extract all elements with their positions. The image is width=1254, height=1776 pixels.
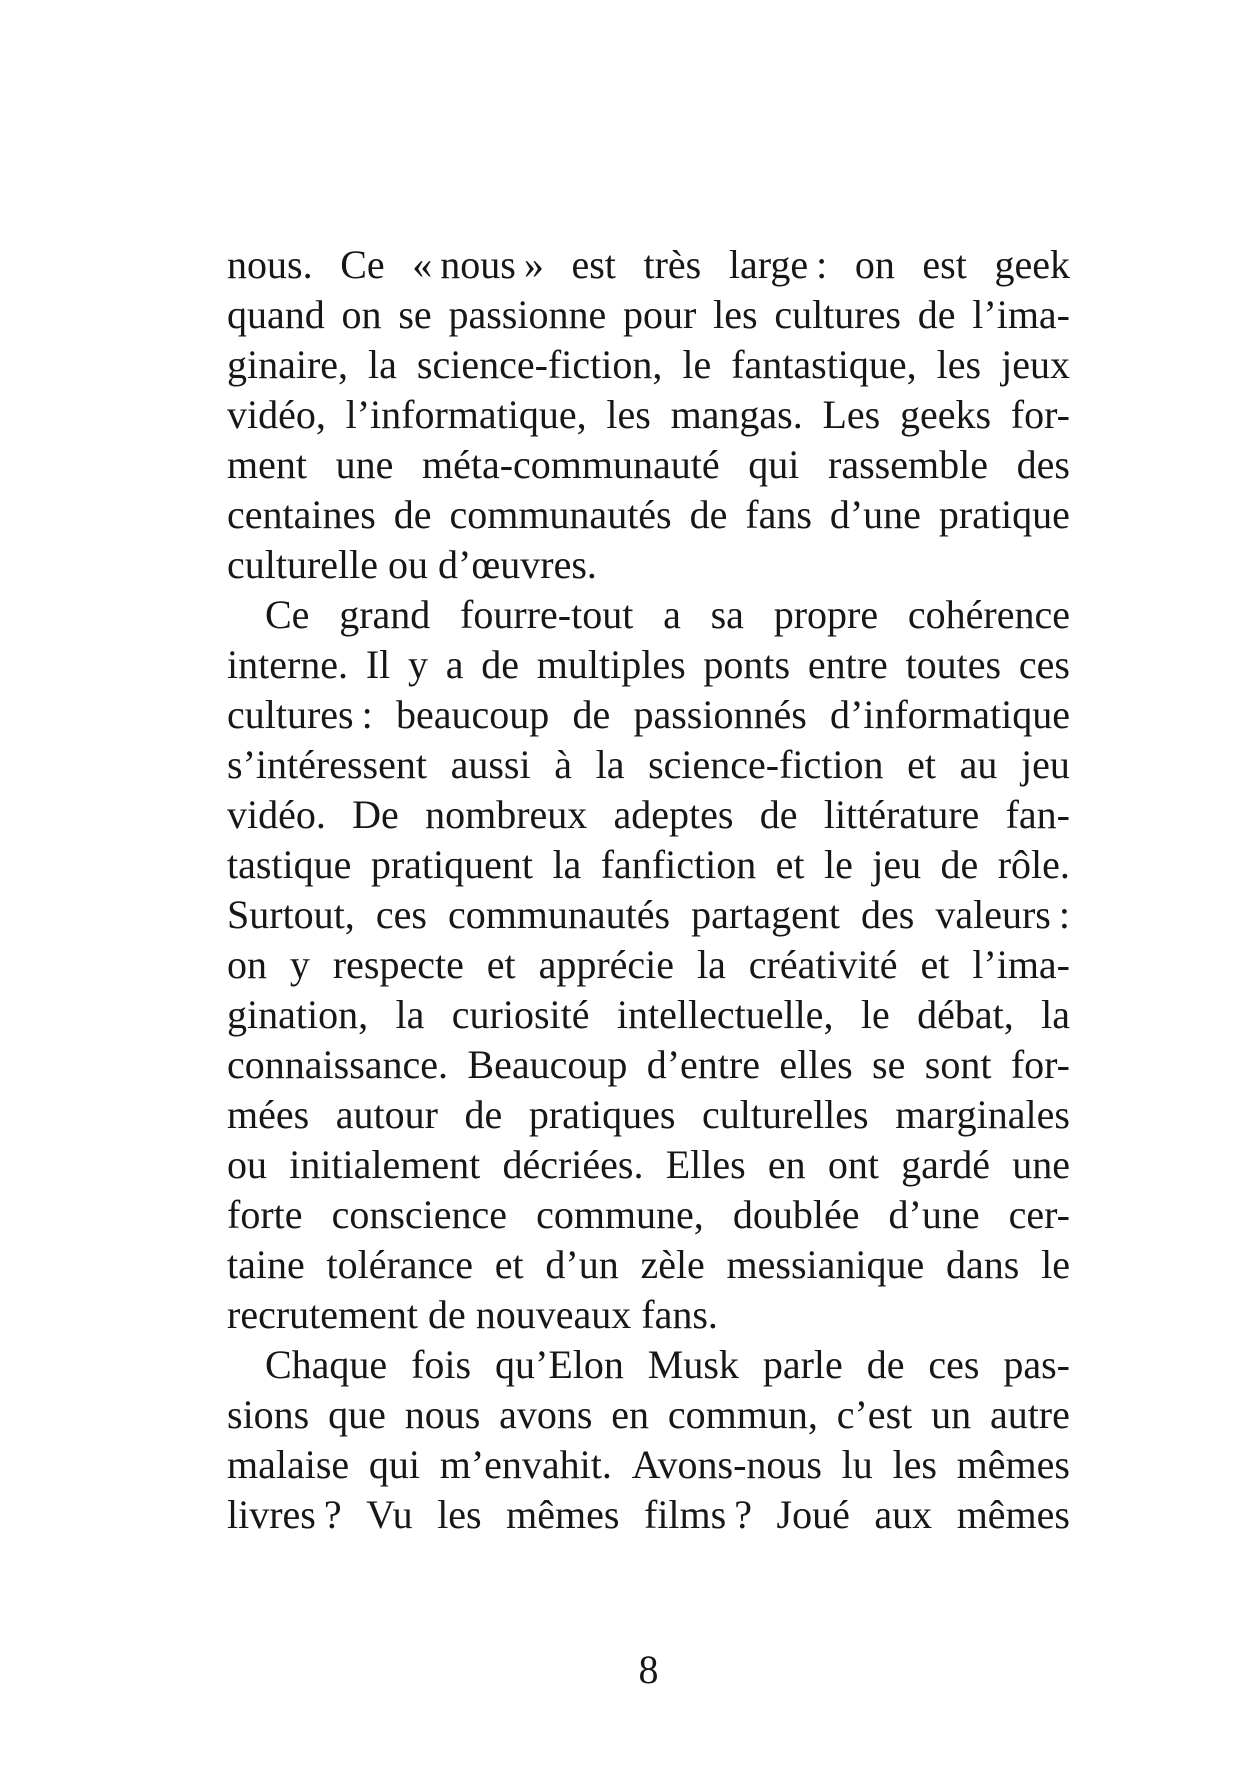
word: nous. [227,242,313,287]
word: Elles [665,1142,746,1187]
word: on [341,292,382,337]
word: le [823,842,853,887]
word: la [1041,992,1070,1037]
paragraph [227,590,1070,1340]
word: for- [1010,392,1070,437]
word: en [767,1142,806,1187]
text-line [227,890,1070,940]
word: conscience [331,1192,508,1237]
text-line [227,490,1070,540]
word: apprécie [538,942,675,987]
word: ponts [703,642,791,687]
word: fantastique, [731,342,917,387]
text-block [227,240,1070,1540]
word: malaise [227,1442,350,1487]
word: d’entre [646,1042,760,1087]
page-number: 8 [638,1647,659,1692]
word: ces [375,892,427,937]
word: parle [762,1342,843,1387]
word: mêmes [956,1442,1070,1487]
word: passionnés [633,692,807,737]
text-line [227,1440,1070,1490]
word: de [393,492,432,537]
word: avons [499,1392,593,1437]
word: aussi [450,742,531,787]
word: passionne [448,292,607,337]
text-line [227,290,1070,340]
word: à [554,742,572,787]
word: mangas. [670,392,803,437]
word: multiples [536,642,686,687]
word: tastique [227,842,352,887]
word: Surtout, [227,892,355,937]
text-line [227,1190,1070,1240]
word: des [860,892,915,937]
word: Chaque [265,1342,388,1387]
word: de [917,292,956,337]
text-line [227,990,1070,1040]
word: la [395,992,425,1037]
word: de [464,1092,503,1137]
text-line [227,390,1070,440]
word: et [775,842,805,887]
word: partagent [691,892,840,937]
word: propre [773,592,879,637]
word: se [872,1042,906,1087]
word: curiosité [451,992,590,1037]
word: pas- [1003,1342,1070,1387]
word: a [663,592,681,637]
word: la [368,342,397,387]
text-line [227,840,1070,890]
word: autre [989,1392,1070,1437]
word: recrutement [227,1292,418,1337]
word: dans [946,1242,1020,1287]
word: ont [827,1142,879,1187]
word: qui [368,1442,420,1487]
word: ment [227,442,307,487]
word: valeurs : [935,892,1070,937]
word: large : [728,242,828,287]
word: fans. [641,1292,718,1337]
word: littérature [823,792,980,837]
word: ces [928,1342,980,1387]
text-line [227,1490,1070,1540]
word: et [494,1242,524,1287]
text-line [227,1340,1070,1390]
word: en [611,1392,650,1437]
word: les [437,1492,482,1537]
word: et [486,942,516,987]
text-line [227,1290,1070,1340]
word: l’ima- [972,942,1070,987]
word: est [922,242,967,287]
word: l’ima- [972,292,1070,337]
word: de [428,1292,466,1337]
word: on [227,942,267,987]
word: et [907,742,937,787]
word: jeu [1021,742,1070,787]
word: cohérence [907,592,1070,637]
word: s’intéressent [227,742,427,787]
text-line [227,590,1070,640]
text-line [227,1390,1070,1440]
word: centaines [227,492,376,537]
word: toutes [905,642,1002,687]
word: science-fiction [648,742,884,787]
text-line [227,1140,1070,1190]
word: nombreux [425,792,588,837]
word: c’est [836,1392,913,1437]
word: cultures [774,292,901,337]
word: Avons-nous [631,1442,822,1487]
text-line [227,790,1070,840]
word: fanfiction [600,842,757,887]
word: culturelle [227,542,379,587]
word: mêmes [956,1492,1070,1537]
text-line [227,690,1070,740]
word: doublée [732,1192,860,1237]
word: décriées. [502,1142,644,1187]
word: pour [622,292,697,337]
paragraph [227,1340,1070,1540]
word: fois [411,1342,472,1387]
word: elles [779,1042,853,1087]
word: pratiquent [370,842,534,887]
text-line [227,1090,1070,1140]
word: qui [748,442,800,487]
word: interne. [227,642,349,687]
word: de [481,642,520,687]
word: marginales [895,1092,1070,1137]
word: de [689,492,728,537]
word: Vu [366,1492,413,1537]
word: mêmes [506,1492,620,1537]
word: entre [807,642,888,687]
word: une [1012,1142,1070,1187]
text-line [227,640,1070,690]
word: nouveaux [475,1292,632,1337]
word: « nous » [412,242,544,287]
text-line [227,1240,1070,1290]
word: des [1016,442,1070,487]
word: la [552,842,582,887]
word: cultures : [227,692,373,737]
word: jeu [872,842,922,887]
word: commun, [667,1392,818,1437]
word: Il [365,642,391,687]
word: de [759,792,798,837]
word: communautés [447,892,671,937]
word: de [866,1342,905,1387]
word: gination, [227,992,369,1037]
word: vidéo. [227,792,326,837]
word: sont [924,1042,992,1087]
word: que [328,1392,386,1437]
word: rôle. [997,842,1070,887]
word: Joué [776,1492,850,1537]
word: une [335,442,394,487]
word: autour [335,1092,438,1137]
word: d’une [829,492,921,537]
word: les [713,292,758,337]
word: geek [994,242,1070,287]
word: fans [745,492,812,537]
text-line [227,440,1070,490]
word: fourre-tout [460,592,634,637]
word: les [936,342,982,387]
word: Ce [265,592,310,637]
word: se [398,292,432,337]
word: l’informatique, [345,392,587,437]
word: d’une [888,1192,980,1237]
word: intellectuelle, [616,992,834,1037]
word: films ? [644,1492,752,1537]
word: for- [1010,1042,1070,1087]
word: connaissance. [227,1042,449,1087]
word: les [892,1442,937,1487]
word: quand [227,292,325,337]
word: Musk [647,1342,739,1387]
word: méta-communauté [422,442,720,487]
word: qu’Elon [495,1342,624,1387]
word: le [1041,1242,1070,1287]
word: a [445,642,464,687]
word: zèle [640,1242,705,1287]
word: commune, [536,1192,704,1237]
word: y [289,942,310,987]
word: science-fiction, [416,342,663,387]
word: un [931,1392,972,1437]
text-line [227,1040,1070,1090]
paragraph [227,240,1070,590]
word: au [959,742,998,787]
word: très [643,242,702,287]
word: sa [710,592,744,637]
text-line [227,540,1070,590]
word: pratique [938,492,1070,537]
text-line [227,940,1070,990]
word: ou [227,1142,267,1187]
word: geeks [899,392,992,437]
word: de [940,842,979,887]
word: de [572,692,611,737]
word: la [696,942,726,987]
word: mées [227,1092,310,1137]
word: d’informatique [830,692,1070,737]
word: pratiques [528,1092,676,1137]
word: débat, [917,992,1014,1037]
word: rassemble [828,442,988,487]
word: nous [404,1392,481,1437]
word: grand [339,592,431,637]
word: est [571,242,616,287]
word: et [920,942,950,987]
word: gardé [901,1142,990,1187]
word: tolérance [326,1242,474,1287]
word: les [606,392,651,437]
word: aux [874,1492,933,1537]
word: De [352,792,399,837]
word: culturelles [702,1092,869,1137]
word: forte [227,1192,303,1237]
word: ginaire, [227,342,349,387]
word: vidéo, [227,392,326,437]
word: créativité [748,942,898,987]
word: la [595,742,625,787]
word: messianique [726,1242,925,1287]
word: taine [227,1242,305,1287]
text-line [227,340,1070,390]
word: d’un [545,1242,619,1287]
word: le [682,342,712,387]
word: adeptes [613,792,734,837]
word: initialement [289,1142,481,1187]
word: ces [1018,642,1070,687]
text-line [227,240,1070,290]
word: Les [822,392,881,437]
word: communautés [449,492,672,537]
word: beaucoup [395,692,550,737]
word: y [408,642,428,687]
word: fan- [1005,792,1070,837]
word: respecte [332,942,464,987]
word: on [854,242,895,287]
word: cer- [1008,1192,1070,1237]
word: m’envahit. [439,1442,612,1487]
word: lu [841,1442,873,1487]
word: livres ? [227,1492,342,1537]
word: Beaucoup [467,1042,628,1087]
text-line [227,740,1070,790]
word: ou [388,542,429,587]
word: jeux [1001,342,1070,387]
word: d’œuvres. [438,542,597,587]
word: Ce [340,242,385,287]
word: sions [227,1392,310,1437]
word: le [860,992,890,1037]
